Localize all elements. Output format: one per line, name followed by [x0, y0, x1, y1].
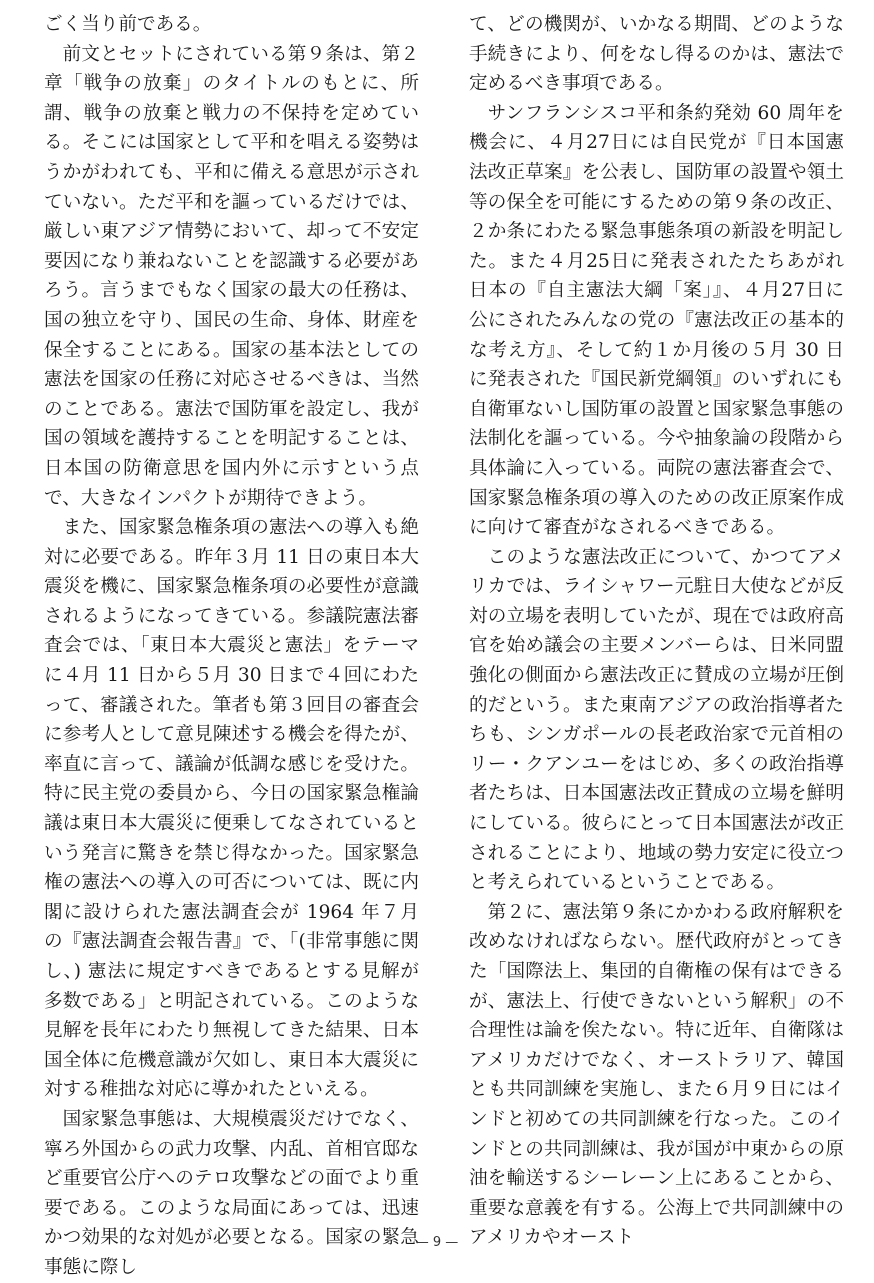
- paragraph-continuation: ごく当り前である。: [44, 14, 212, 35]
- left-column: [44, 10, 419, 1283]
- page-number: — 9 —: [415, 1235, 459, 1250]
- paragraph-article9: 前文とセットにされている第９条は、第２章「戦争の放棄」のタイトルのもとに、所謂、戦争の放棄と戦力の不保持を定めている。そこには国家として平和を唱える姿勢はうかがわれても、平和に備える意思が示されていない。ただ平和を謳っているだけでは、厳しい東アジア情勢において、却って不安定要因になり兼ねないことを認識する必要があろう。言うまでもなく国家の最大の任務は、国の独立を守り、国民の生命、身体、財産を保全することにある。国家の基本法としての憲法を国家の任務に対応させるべきは、当然のことである。憲法で国防軍を設定し、我が国の領域を護持することを明記することは、日本国の防衛意思を国内外に示すという点で、大きなインパクトが期待できよう。: [44, 43, 419, 509]
- paragraph-party-drafts: サンフランシスコ平和条約発効 60 周年を機会に、４月27日には自民党が『日本国憲法改正草案』を公表し、国防軍の設置や領土等の保全を可能にするための第９条の改正、２か条にわたる緊急事態条項の新設を明記した。また４月25日に発表されたたちあがれ日本の『自主憲法大綱「案」』、４月27日に公にされたみんなの党の『憲法改正の基本的な考え方』、そして約１か月後の５月 30 日に発表された『国民新党綱領』のいずれにも自衛軍ないし国防軍の設置と国家緊急事態の法制化を謳っている。今や抽象論の段階から具体論に入っている。両院の憲法審査会で、国家緊急権条項の導入のための改正原案作成に向けて審査がなされるべきである。: [469, 102, 844, 539]
- paragraph-government-interpretation: 第２に、憲法第９条にかかわる政府解釈を改めなければならない。歴代政府がとってきた「国際法上、集団的自衛権の保有はできるが、憲法上、行使できないという解釈」の不合理性は論を俟たない。特に近年、自衛隊はアメリカだけでなく、オーストラリア、韓国とも共同訓練を実施し、また６月９日にはインドと初めての共同訓練を行なった。このインドとの共同訓練は、我が国が中東からの原油を輸送するシーレーン上にあることから、重要な意義を有する。公海上で共同訓練中のアメリカやオースト: [469, 901, 844, 1249]
- paragraph-foreign-views: このような憲法改正について、かつてアメリカでは、ライシャワー元駐日大使などが反対の立場を表明していたが、現在では政府高官を始め議会の主要メンバーらは、日米同盟強化の側面から憲法改正に賛成の立場が圧倒的だという。また東南アジアの政治指導者たちも、シンガポールの長老政治家で元首相のリー・クアンユーをはじめ、多くの政治指導者たちは、日本国憲法改正賛成の立場を鮮明にしている。彼らにとって日本国憲法が改正されることにより、地域の勢力安定に役立つと考えられているということである。: [469, 546, 844, 894]
- right-column: [469, 10, 844, 1253]
- paragraph-continuation: て、どの機関が、いかなる期間、どのような手続きにより、何をなし得るのかは、憲法で定めるべき事項である。: [469, 14, 844, 95]
- paragraph-national-emergency: 国家緊急事態は、大規模震災だけでなく、寧ろ外国からの武力攻撃、内乱、首相官邸など重要官公庁へのテロ攻撃などの面でより重要である。このような局面にあっては、迅速かつ効果的な対処が必要となる。国家の緊急事態に際し: [44, 1108, 419, 1278]
- paragraph-emergency-powers: また、国家緊急権条項の憲法への導入も絶対に必要である。昨年３月 11 日の東日本大震災を機に、国家緊急権条項の必要性が意識されるようになってきている。参議院憲法審査会では、「東日本大震災と憲法」をテーマに４月 11 日から５月 30 日まで４回にわたって、審議された。筆者も第３回目の審査会に参考人として意見陳述する機会を得たが、率直に言って、議論が低調な感じを受けた。特に民主党の委員から、今日の国家緊急権論議は東日本大震災に便乗してなされているという発言に驚きを禁じ得なかった。国家緊急権の憲法への導入の可否については、既に内閣に設けられた憲法調査会が 1964 年７月の『憲法調査会報告書』で、「(非常事態に関し、) 憲法に規定すべきであるとする見解が多数である」と明記されている。このような見解を長年にわたり無視してきた結果、日本国全体に危機意識が欠如し、東日本大震災に対する稚拙な対応に導かれたといえる。: [44, 517, 419, 1101]
